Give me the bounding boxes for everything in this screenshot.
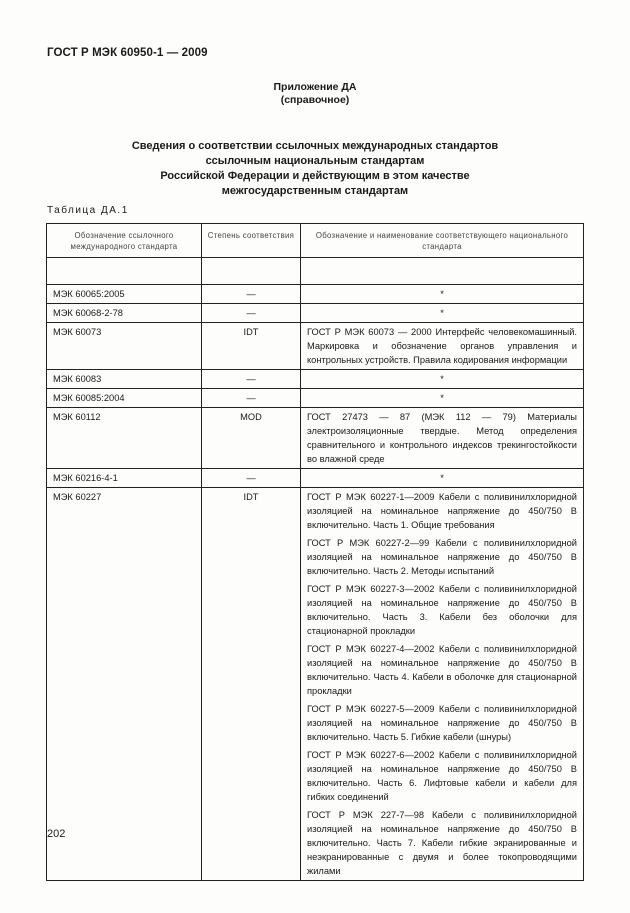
ref-standard-cell: МЭК 60073	[47, 323, 202, 370]
page-number: 202	[47, 828, 66, 840]
ref-standard-cell: МЭК 60227	[47, 488, 202, 881]
spacer-cell	[301, 258, 584, 285]
national-standard-entry: ГОСТ Р МЭК 60073 — 2000 Интерфейс человекомашинный. Маркировка и обозначение органов управления и контрольных устройств. Правила кодирования информации	[307, 327, 577, 365]
degree-cell: —	[202, 389, 301, 408]
document-header: ГОСТ Р МЭК 60950-1 — 2009	[47, 47, 208, 59]
no-equivalent-marker: *	[440, 308, 444, 318]
table-caption: Таблица ДА.1	[47, 205, 129, 216]
spacer-row	[47, 258, 584, 285]
table-row	[47, 469, 584, 488]
national-standard-cell	[301, 370, 584, 389]
table-header-row	[47, 224, 584, 258]
section-title	[0, 139, 630, 199]
table-row	[47, 304, 584, 323]
national-standard-cell	[301, 285, 584, 304]
national-standard-entry: ГОСТ Р МЭК 60227-1—2009 Кабели с поливинилхлоридной изоляцией на номинальное напряжение до 450/750 В включительно. Часть 1. Общие требования	[307, 492, 577, 530]
appendix-title: Приложение ДА	[273, 81, 357, 93]
section-title-line: Российской Федерации и действующим в этом качестве	[160, 170, 470, 182]
appendix-heading	[0, 81, 630, 107]
national-standard-entry: ГОСТ Р МЭК 60227-4—2002 Кабели с поливинилхлоридной изоляцией на номинальное напряжение до 450/750 В включительно. Часть 4. Кабели в оболочке для стационарной прокладки	[307, 644, 577, 696]
degree-cell: MOD	[202, 408, 301, 469]
header-ref: Обозначение ссылочного международного стандарта	[47, 224, 202, 258]
national-standard-cell	[301, 304, 584, 323]
no-equivalent-marker: *	[440, 289, 444, 299]
correspondence-table	[46, 223, 584, 881]
table-row	[47, 408, 584, 469]
national-standard-cell	[301, 323, 584, 370]
degree-cell: —	[202, 304, 301, 323]
section-title-line: межгосударственным стандартам	[221, 185, 409, 197]
no-equivalent-marker: *	[440, 393, 444, 403]
degree-cell: —	[202, 469, 301, 488]
degree-cell: —	[202, 285, 301, 304]
national-standard-cell	[301, 389, 584, 408]
national-standard-entry: ГОСТ Р МЭК 60227-2—99 Кабели с поливинилхлоридной изоляцией на номинальное напряжение до 450/750 В включительно. Часть 2. Методы испытаний	[307, 538, 577, 576]
national-standard-entry: ГОСТ 27473 — 87 (МЭК 112 — 79) Материалы электроизоляционные твердые. Метод определения сравнительного и контрольного индексов трекингостойкости во влажной среде	[307, 412, 577, 464]
table-row	[47, 323, 584, 370]
national-standard-entry: ГОСТ Р МЭК 60227-6—2002 Кабели с поливинилхлоридной изоляцией на номинальное напряжение до 450/750 В включительно. Часть 6. Лифтовые кабели и кабели для гибких соединений	[307, 750, 577, 802]
degree-cell: IDT	[202, 323, 301, 370]
no-equivalent-marker: *	[440, 473, 444, 483]
no-equivalent-marker: *	[440, 374, 444, 384]
ref-standard-cell: МЭК 60065:2005	[47, 285, 202, 304]
table-row	[47, 370, 584, 389]
table-row	[47, 488, 584, 881]
ref-standard-cell: МЭК 60083	[47, 370, 202, 389]
ref-standard-cell: МЭК 60216-4-1	[47, 469, 202, 488]
spacer-cell	[47, 258, 202, 285]
national-standard-cell	[301, 488, 584, 881]
national-standard-entry: ГОСТ Р МЭК 60227-5—2009 Кабели с поливинилхлоридной изоляцией на номинальное напряжение до 450/750 В включительно. Часть 5. Гибкие кабели (шнуры)	[307, 704, 577, 742]
national-standard-entry: ГОСТ Р МЭК 60227-3—2002 Кабели с поливинилхлоридной изоляцией на номинальное напряжение до 450/750 В включительно. Часть 3. Кабели без оболочки для стационарной прокладки	[307, 584, 577, 636]
header-national: Обозначение и наименование соответствующего национального стандарта	[301, 224, 584, 258]
table-body	[47, 258, 584, 881]
section-title-line: Сведения о соответствии ссылочных международных стандартов	[131, 140, 499, 152]
table-row	[47, 389, 584, 408]
section-title-line: ссылочным национальным стандартам	[205, 155, 425, 167]
ref-standard-cell: МЭК 60112	[47, 408, 202, 469]
table-row	[47, 285, 584, 304]
spacer-cell	[202, 258, 301, 285]
degree-cell: IDT	[202, 488, 301, 881]
appendix-subtitle: (справочное)	[280, 94, 350, 106]
national-standard-cell	[301, 469, 584, 488]
header-degree: Степень соответствия	[202, 224, 301, 258]
national-standard-cell	[301, 408, 584, 469]
ref-standard-cell: МЭК 60085:2004	[47, 389, 202, 408]
ref-standard-cell: МЭК 60068-2-78	[47, 304, 202, 323]
national-standard-entry: ГОСТ Р МЭК 227-7—98 Кабели с поливинилхлоридной изоляцией на номинальное напряжение до 450/750 В включительно. Часть 7. Кабели гибкие экранированные и неэкранированные с двумя и более токопроводящими жилами	[307, 810, 577, 876]
degree-cell: —	[202, 370, 301, 389]
